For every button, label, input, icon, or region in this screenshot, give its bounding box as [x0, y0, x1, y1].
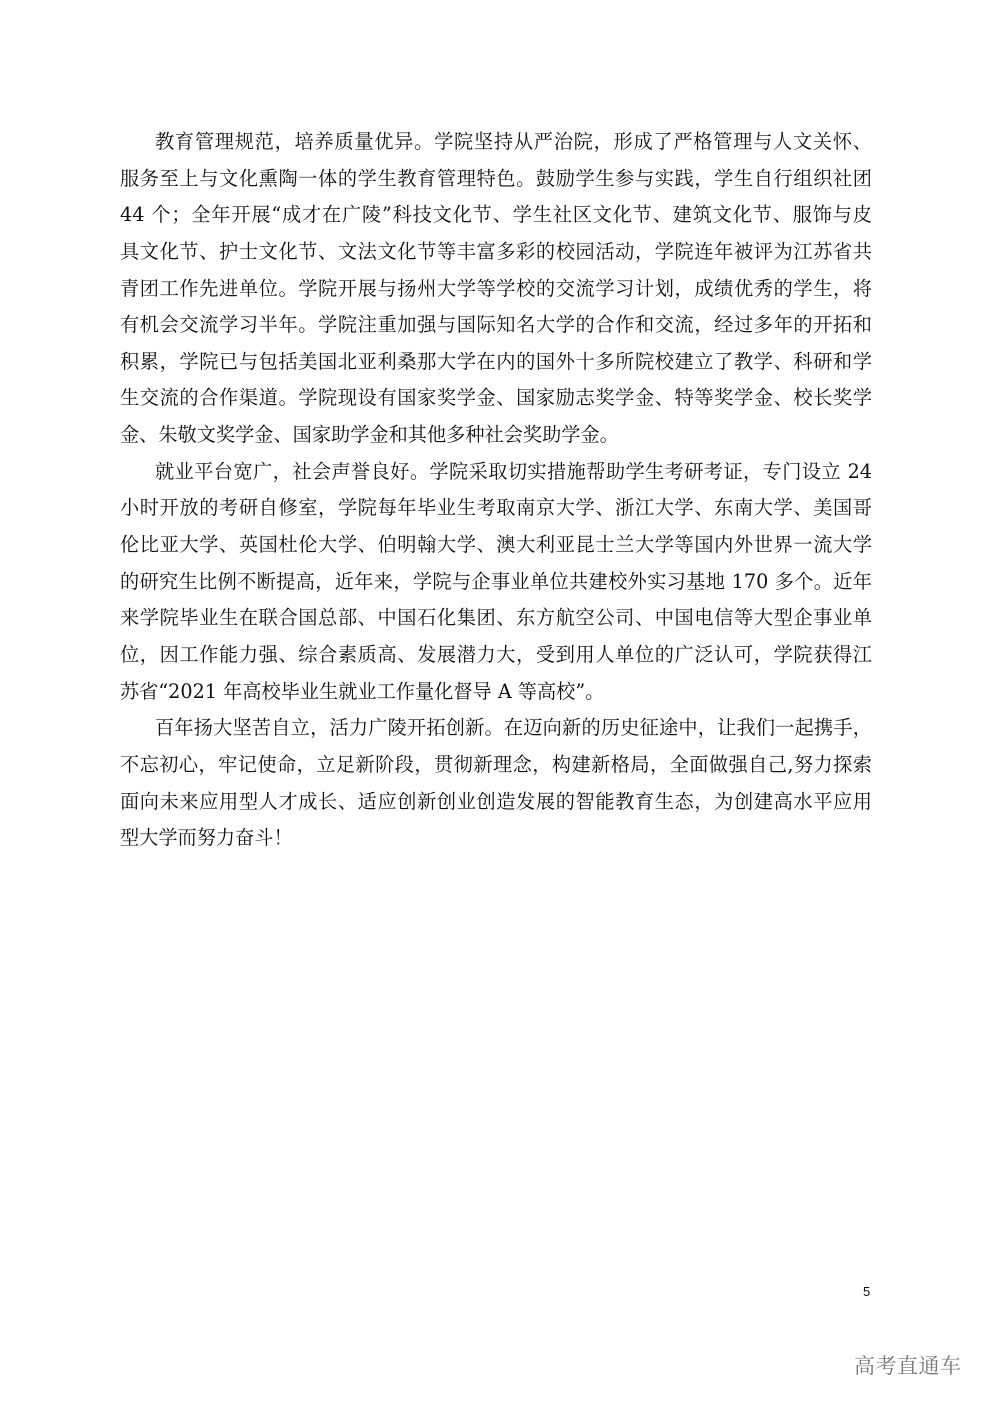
page-number: 5 [863, 1284, 871, 1299]
paragraph [120, 710, 872, 857]
text-line: 青团工作先进单位。学院开展与扬州大学等学校的交流学习计划，成绩优秀的学生，将 [120, 276, 872, 300]
text-line: 生交流的合作渠道。学院现设有国家奖学金、国家励志奖学金、特等奖学金、校长奖学 [120, 386, 872, 410]
text-line: 百年扬大坚苦自立，活力广陵开拓创新。在迈向新的历史征途中，让我们一起携手， [155, 716, 872, 740]
text-line: 面向未来应用型人才成长、适应创新创业创造发展的智能教育生态，为创建高水平应用 [120, 789, 872, 813]
text-line: 位，因工作能力强、综合素质高、发展潜力大，受到用人单位的广泛认可，学院获得江 [120, 642, 872, 666]
text-line: 就业平台宽广，社会声誉良好。学院采取切实措施帮助学生考研考证，专门设立 24 [155, 459, 872, 483]
text-line: 不忘初心，牢记使命，立足新阶段，贯彻新理念，构建新格局，全面做强自己,努力探索 [120, 752, 872, 776]
document-body [120, 124, 872, 857]
text-line: 有机会交流学习半年。学院注重加强与国际知名大学的合作和交流，经过多年的开拓和 [120, 313, 872, 337]
text-line: 的研究生比例不断提高，近年来，学院与企事业单位共建校外实习基地 170 多个。近年 [120, 569, 872, 593]
text-line: 苏省“2021 年高校毕业生就业工作量化督导 A 等高校”。 [120, 679, 605, 703]
text-line: 44 个；全年开展“成才在广陵”科技文化节、学生社区文化节、建筑文化节、服饰与皮 [120, 203, 872, 227]
text-line: 教育管理规范，培养质量优异。学院坚持从严治院，形成了严格管理与人文关怀、 [155, 130, 872, 153]
text-line: 服务至上与文化熏陶一体的学生教育管理特色。鼓励学生参与实践，学生自行组织社团 [120, 166, 872, 190]
text-line: 积累，学院已与包括美国北亚利桑那大学在内的国外十多所院校建立了教学、科研和学 [120, 349, 872, 373]
text-line: 型大学而努力奋斗！ [120, 826, 293, 850]
text-line: 金、朱敬文奖学金、国家助学金和其他多种社会奖助学金。 [120, 423, 619, 447]
text-line: 小时开放的考研自修室，学院每年毕业生考取南京大学、浙江大学、东南大学、美国哥 [120, 496, 872, 520]
text-line: 具文化节、护士文化节、文法文化节等丰富多彩的校园活动，学院连年被评为江苏省共 [120, 239, 872, 263]
paragraph [120, 124, 872, 454]
paragraph [120, 454, 872, 710]
text-line: 来学院毕业生在联合国总部、中国石化集团、东方航空公司、中国电信等大型企事业单 [120, 606, 872, 630]
text-line: 伦比亚大学、英国杜伦大学、伯明翰大学、澳大利亚昆士兰大学等国内外世界一流大学 [120, 533, 872, 557]
watermark: 高考直通车 [854, 1354, 962, 1378]
